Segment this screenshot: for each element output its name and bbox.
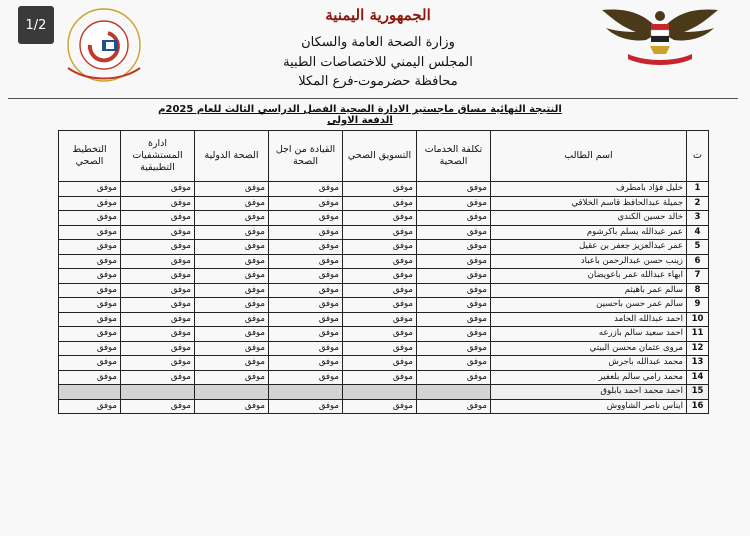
grade-cell: موفق <box>59 341 121 356</box>
grade-cell: موفق <box>269 312 343 327</box>
grade-cell: موفق <box>343 240 417 255</box>
grade-cell: موفق <box>417 269 491 284</box>
branch-heading: محافظة حضرموت-فرع المكلا <box>298 74 458 89</box>
table-row <box>59 196 709 211</box>
council-logo-icon <box>48 6 160 84</box>
row-number-cell: 8 <box>687 283 709 298</box>
column-header: اسم الطالب <box>491 131 687 182</box>
student-name-cell: محمد عبدالله باجرش <box>491 356 687 371</box>
row-number-cell: 1 <box>687 182 709 197</box>
grade-cell: موفق <box>59 399 121 414</box>
grade-cell: موفق <box>121 312 195 327</box>
grade-cell: موفق <box>195 399 269 414</box>
grade-cell: موفق <box>121 341 195 356</box>
grade-cell: موفق <box>121 356 195 371</box>
student-name-cell: جميلة عبدالحافظ قاسم الخلاقي <box>491 196 687 211</box>
row-number-cell: 9 <box>687 298 709 313</box>
grade-cell: موفق <box>417 327 491 342</box>
grade-cell: موفق <box>195 196 269 211</box>
grade-cell: موفق <box>417 283 491 298</box>
document-title: النتيجة النهائية مساق ماجستير الادارة الصحية الفصل الدراسي الثالث للعام 2025م الدفعة الاولى <box>158 104 562 126</box>
student-name-cell: خالد حسين الكندي <box>491 211 687 226</box>
grade-cell: موفق <box>59 283 121 298</box>
grade-cell: موفق <box>269 399 343 414</box>
grade-cell: موفق <box>59 269 121 284</box>
grade-cell: موفق <box>195 211 269 226</box>
grade-cell: موفق <box>343 211 417 226</box>
grade-cell: موفق <box>269 254 343 269</box>
grade-cell: موفق <box>417 254 491 269</box>
grade-cell: موفق <box>343 356 417 371</box>
column-header: ت <box>687 131 709 182</box>
header-divider <box>8 98 738 99</box>
student-name-cell: ابهاء عبدالله عمر باعويضان <box>491 269 687 284</box>
table-row <box>59 240 709 255</box>
grade-cell: موفق <box>195 182 269 197</box>
grade-cell: موفق <box>59 196 121 211</box>
row-number-cell: 15 <box>687 385 709 400</box>
table-row <box>59 254 709 269</box>
grade-cell: موفق <box>195 225 269 240</box>
results-body <box>59 182 709 414</box>
student-name-cell: عمر عبدالله يسلم باكرشوم <box>491 225 687 240</box>
grade-cell <box>59 385 121 400</box>
grade-cell: موفق <box>269 341 343 356</box>
table-row <box>59 327 709 342</box>
grade-cell: موفق <box>195 298 269 313</box>
grade-cell: موفق <box>343 370 417 385</box>
table-row <box>59 385 709 400</box>
grade-cell: موفق <box>343 327 417 342</box>
grade-cell: موفق <box>417 182 491 197</box>
grade-cell: موفق <box>121 196 195 211</box>
grade-cell: موفق <box>121 254 195 269</box>
grade-cell: موفق <box>417 356 491 371</box>
grade-cell: موفق <box>121 327 195 342</box>
grade-cell: موفق <box>195 283 269 298</box>
grade-cell: موفق <box>121 370 195 385</box>
grade-cell: موفق <box>195 356 269 371</box>
student-name-cell: مروى عثمان محسن البيتي <box>491 341 687 356</box>
grade-cell: موفق <box>343 312 417 327</box>
row-number-cell: 7 <box>687 269 709 284</box>
grade-cell: موفق <box>343 283 417 298</box>
row-number-cell: 5 <box>687 240 709 255</box>
table-header-row <box>59 131 709 182</box>
table-row <box>59 225 709 240</box>
grade-cell: موفق <box>417 240 491 255</box>
student-name-cell: زينب حسن عبدالرحمن باعباد <box>491 254 687 269</box>
grade-cell: موفق <box>417 341 491 356</box>
row-number-cell: 16 <box>687 399 709 414</box>
grade-cell: موفق <box>195 327 269 342</box>
grade-cell: موفق <box>59 298 121 313</box>
table-row <box>59 283 709 298</box>
grade-cell: موفق <box>417 225 491 240</box>
results-table <box>58 130 709 414</box>
table-row <box>59 370 709 385</box>
grade-cell: موفق <box>121 225 195 240</box>
grade-cell: موفق <box>59 327 121 342</box>
row-number-cell: 6 <box>687 254 709 269</box>
grade-cell: موفق <box>59 370 121 385</box>
student-name-cell: عمر عبدالعزيز جعفر بن عقيل <box>491 240 687 255</box>
table-row <box>59 312 709 327</box>
grade-cell: موفق <box>343 196 417 211</box>
row-number-cell: 3 <box>687 211 709 226</box>
column-header: تكلفة الخدمات الصحية <box>417 131 491 182</box>
student-name-cell: سالم عمر حسن باحسين <box>491 298 687 313</box>
column-header: الصحة الدولية <box>195 131 269 182</box>
grade-cell: موفق <box>121 240 195 255</box>
grade-cell: موفق <box>269 196 343 211</box>
row-number-cell: 11 <box>687 327 709 342</box>
grade-cell: موفق <box>269 182 343 197</box>
row-number-cell: 13 <box>687 356 709 371</box>
table-row <box>59 211 709 226</box>
council-heading: المجلس اليمني للاختصاصات الطبية <box>283 55 473 70</box>
grade-cell: موفق <box>343 225 417 240</box>
grade-cell: موفق <box>417 370 491 385</box>
row-number-cell: 10 <box>687 312 709 327</box>
column-header: التسويق الصحي <box>343 131 417 182</box>
ministry-heading: وزارة الصحة العامة والسكان <box>301 35 455 50</box>
grade-cell: موفق <box>417 312 491 327</box>
table-row <box>59 269 709 284</box>
grade-cell: موفق <box>269 211 343 226</box>
column-header: القيادة من اجل الصحة <box>269 131 343 182</box>
grade-cell: موفق <box>59 240 121 255</box>
student-name-cell: سالم عمر باهيثم <box>491 283 687 298</box>
grade-cell: موفق <box>343 399 417 414</box>
grade-cell: موفق <box>343 269 417 284</box>
grade-cell: موفق <box>417 196 491 211</box>
table-row <box>59 298 709 313</box>
grade-cell: موفق <box>195 312 269 327</box>
grade-cell: موفق <box>59 254 121 269</box>
grade-cell: موفق <box>269 298 343 313</box>
grade-cell: موفق <box>269 269 343 284</box>
yemen-emblem-icon <box>600 2 720 72</box>
grade-cell: موفق <box>195 240 269 255</box>
grade-cell: موفق <box>417 399 491 414</box>
grade-cell: موفق <box>195 341 269 356</box>
column-header: التخطيط الصحي <box>59 131 121 182</box>
grade-cell: موفق <box>343 182 417 197</box>
grade-cell: موفق <box>59 356 121 371</box>
row-number-cell: 12 <box>687 341 709 356</box>
grade-cell: موفق <box>269 327 343 342</box>
grade-cell: موفق <box>343 298 417 313</box>
republic-heading: الجمهورية اليمنية <box>325 6 431 24</box>
grade-cell: موفق <box>59 312 121 327</box>
student-name-cell: ايناس ناصر الشاووش <box>491 399 687 414</box>
grade-cell: موفق <box>269 240 343 255</box>
row-number-cell: 4 <box>687 225 709 240</box>
row-number-cell: 2 <box>687 196 709 211</box>
student-name-cell: احمد محمد احمد بابلوق <box>491 385 687 400</box>
grade-cell <box>343 385 417 400</box>
student-name-cell: محمد رامي سالم بلعفير <box>491 370 687 385</box>
grade-cell: موفق <box>121 269 195 284</box>
grade-cell: موفق <box>195 254 269 269</box>
table-row <box>59 341 709 356</box>
table-row <box>59 399 709 414</box>
page-indicator: 1/2 <box>18 6 54 44</box>
student-name-cell: احمد سعيد سالم بازرعه <box>491 327 687 342</box>
grade-cell: موفق <box>417 211 491 226</box>
grade-cell: موفق <box>195 370 269 385</box>
grade-cell: موفق <box>343 254 417 269</box>
grade-cell <box>269 385 343 400</box>
table-row <box>59 356 709 371</box>
grade-cell: موفق <box>195 269 269 284</box>
grade-cell: موفق <box>121 211 195 226</box>
grade-cell: موفق <box>269 283 343 298</box>
student-name-cell: احمد عبدالله الحامد <box>491 312 687 327</box>
grade-cell: موفق <box>121 298 195 313</box>
grade-cell: موفق <box>59 225 121 240</box>
grade-cell <box>195 385 269 400</box>
student-name-cell: خليل فؤاد بامطرف <box>491 182 687 197</box>
grade-cell: موفق <box>269 370 343 385</box>
table-row <box>59 182 709 197</box>
row-number-cell: 14 <box>687 370 709 385</box>
grade-cell: موفق <box>269 356 343 371</box>
grade-cell <box>417 385 491 400</box>
grade-cell: موفق <box>121 399 195 414</box>
grade-cell: موفق <box>121 283 195 298</box>
column-header: ادارة المستشفيات التطبيقية <box>121 131 195 182</box>
grade-cell: موفق <box>343 341 417 356</box>
grade-cell: موفق <box>59 211 121 226</box>
grade-cell: موفق <box>269 225 343 240</box>
grade-cell: موفق <box>59 182 121 197</box>
grade-cell: موفق <box>417 298 491 313</box>
grade-cell <box>121 385 195 400</box>
grade-cell: موفق <box>121 182 195 197</box>
